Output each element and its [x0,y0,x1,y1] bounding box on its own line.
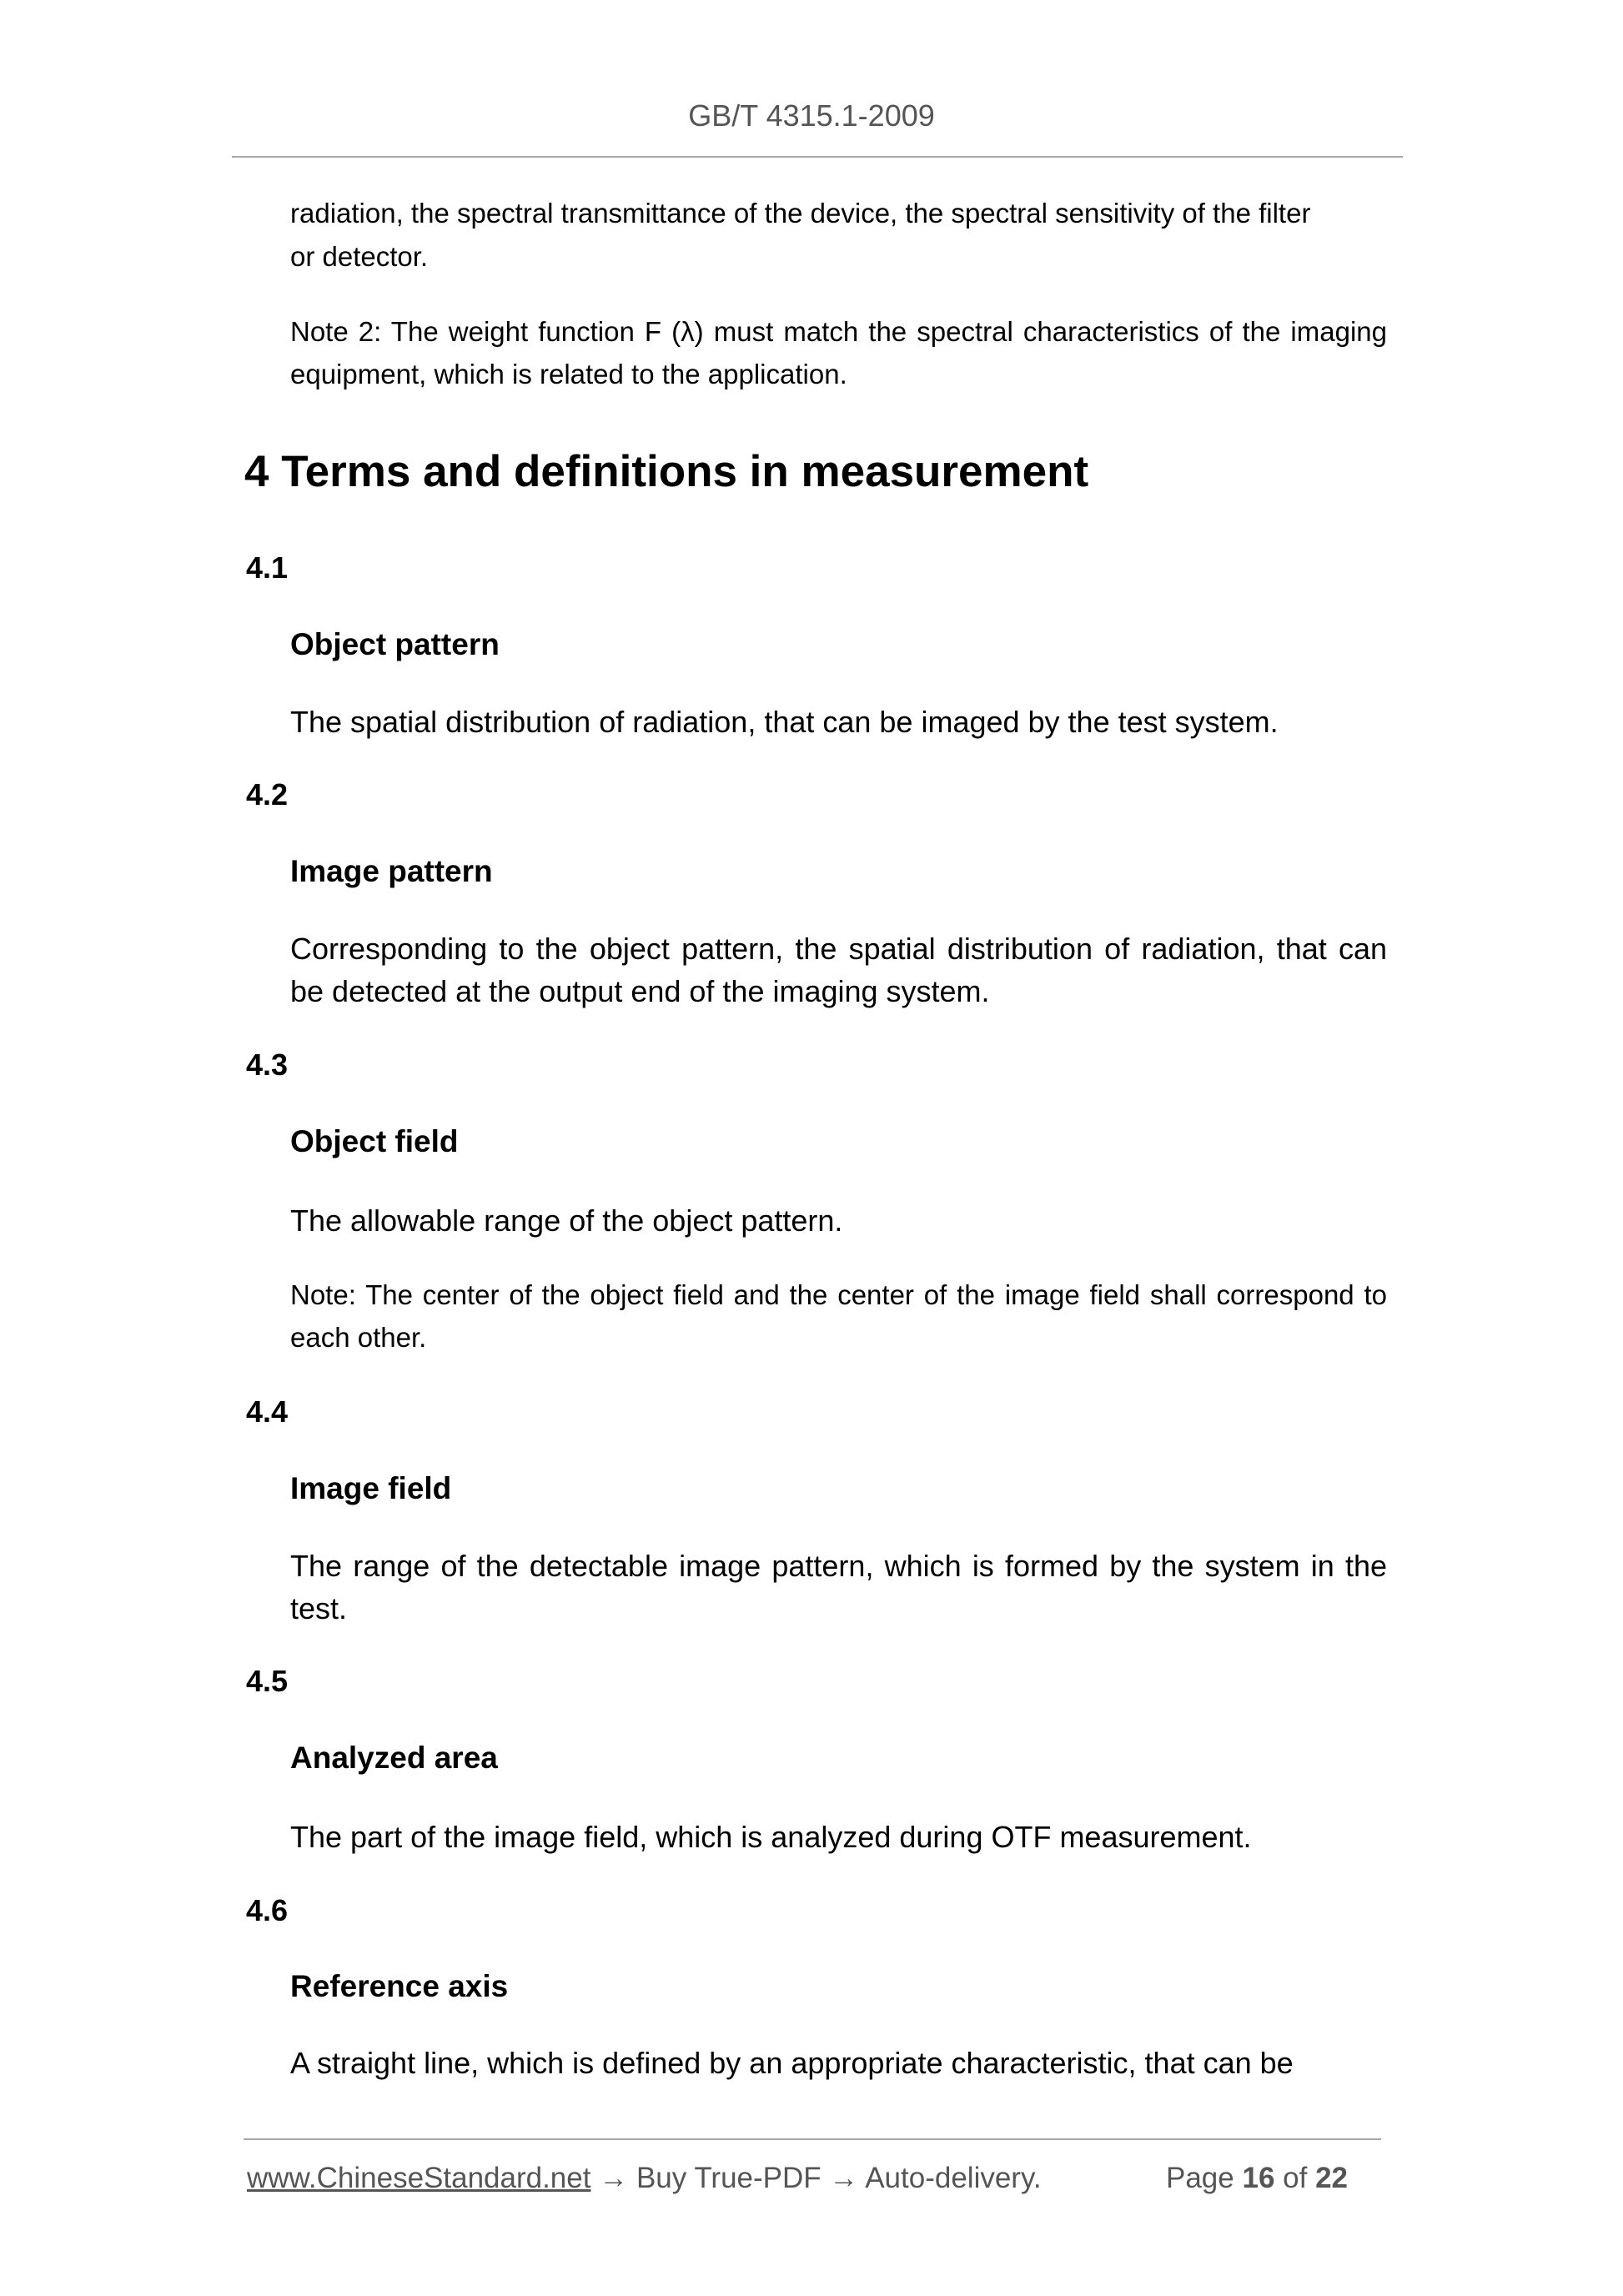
clause-number-4-6: 4.6 [246,1893,289,1927]
total-page-count: 22 [1315,2162,1349,2194]
term-reference-axis: Reference axis [290,1969,509,2003]
term-analyzed-area: Analyzed area [290,1741,498,1775]
term-image-pattern: Image pattern [290,854,493,888]
current-page-number: 16 [1242,2162,1275,2194]
definition-analyzed-area: The part of the image field, which is analyzed during OTF measurement. [290,1820,1252,1854]
clause-number-4-4: 4.4 [246,1394,289,1429]
note-2: Note 2: The weight function F (λ) must match the spectral characteristics of the imaging equipment, which is related to the application. [290,316,1387,389]
continued-paragraph-line-2: or detector. [290,241,429,272]
note-object-field: Note: The center of the object field and the center of the image field shall correspond to each other. [290,1279,1387,1353]
term-image-field: Image field [290,1471,452,1505]
definition-object-pattern: The spatial distribution of radiation, that can be imaged by the test system. [290,705,1279,739]
clause-number-4-1: 4.1 [246,550,289,585]
clause-number-4-2: 4.2 [246,777,289,811]
arrow-right-icon: → [599,2162,629,2194]
footer [247,2162,1042,2195]
footer-divider [244,2138,1381,2140]
continued-paragraph-line-1: radiation, the spectral transmittance of the device, the spectral sensitivity of the filter [290,198,1311,229]
buy-true-pdf-text: Buy True-PDF [636,2162,822,2194]
section-heading: 4 Terms and definitions in measurement [244,447,1089,496]
page-indicator [1166,2162,1348,2195]
definition-object-field: The allowable range of the object pattern. [290,1203,843,1238]
definition-image-field: The range of the detectable image pattern, which is formed by the system in the test. [290,1549,1387,1625]
page-label: Page [1166,2162,1234,2194]
clause-number-4-5: 4.5 [246,1664,289,1698]
of-label: of [1283,2162,1308,2194]
header-divider [232,156,1403,158]
definition-image-pattern: Corresponding to the object pattern, the spatial distribution of radiation, that can be detected at the output end of the imaging system. [290,932,1387,1008]
definition-reference-axis: A straight line, which is defined by an appropriate characteristic, that can be [290,2046,1294,2080]
document-id-header: GB/T 4315.1-2009 [688,98,935,133]
term-object-field: Object field [290,1124,459,1158]
clause-number-4-3: 4.3 [246,1048,289,1082]
website-link[interactable]: www.ChineseStandard.net [247,2162,591,2194]
arrow-right-icon: → [829,2162,859,2194]
term-object-pattern: Object pattern [290,627,500,661]
auto-delivery-text: Auto-delivery. [865,2162,1042,2194]
